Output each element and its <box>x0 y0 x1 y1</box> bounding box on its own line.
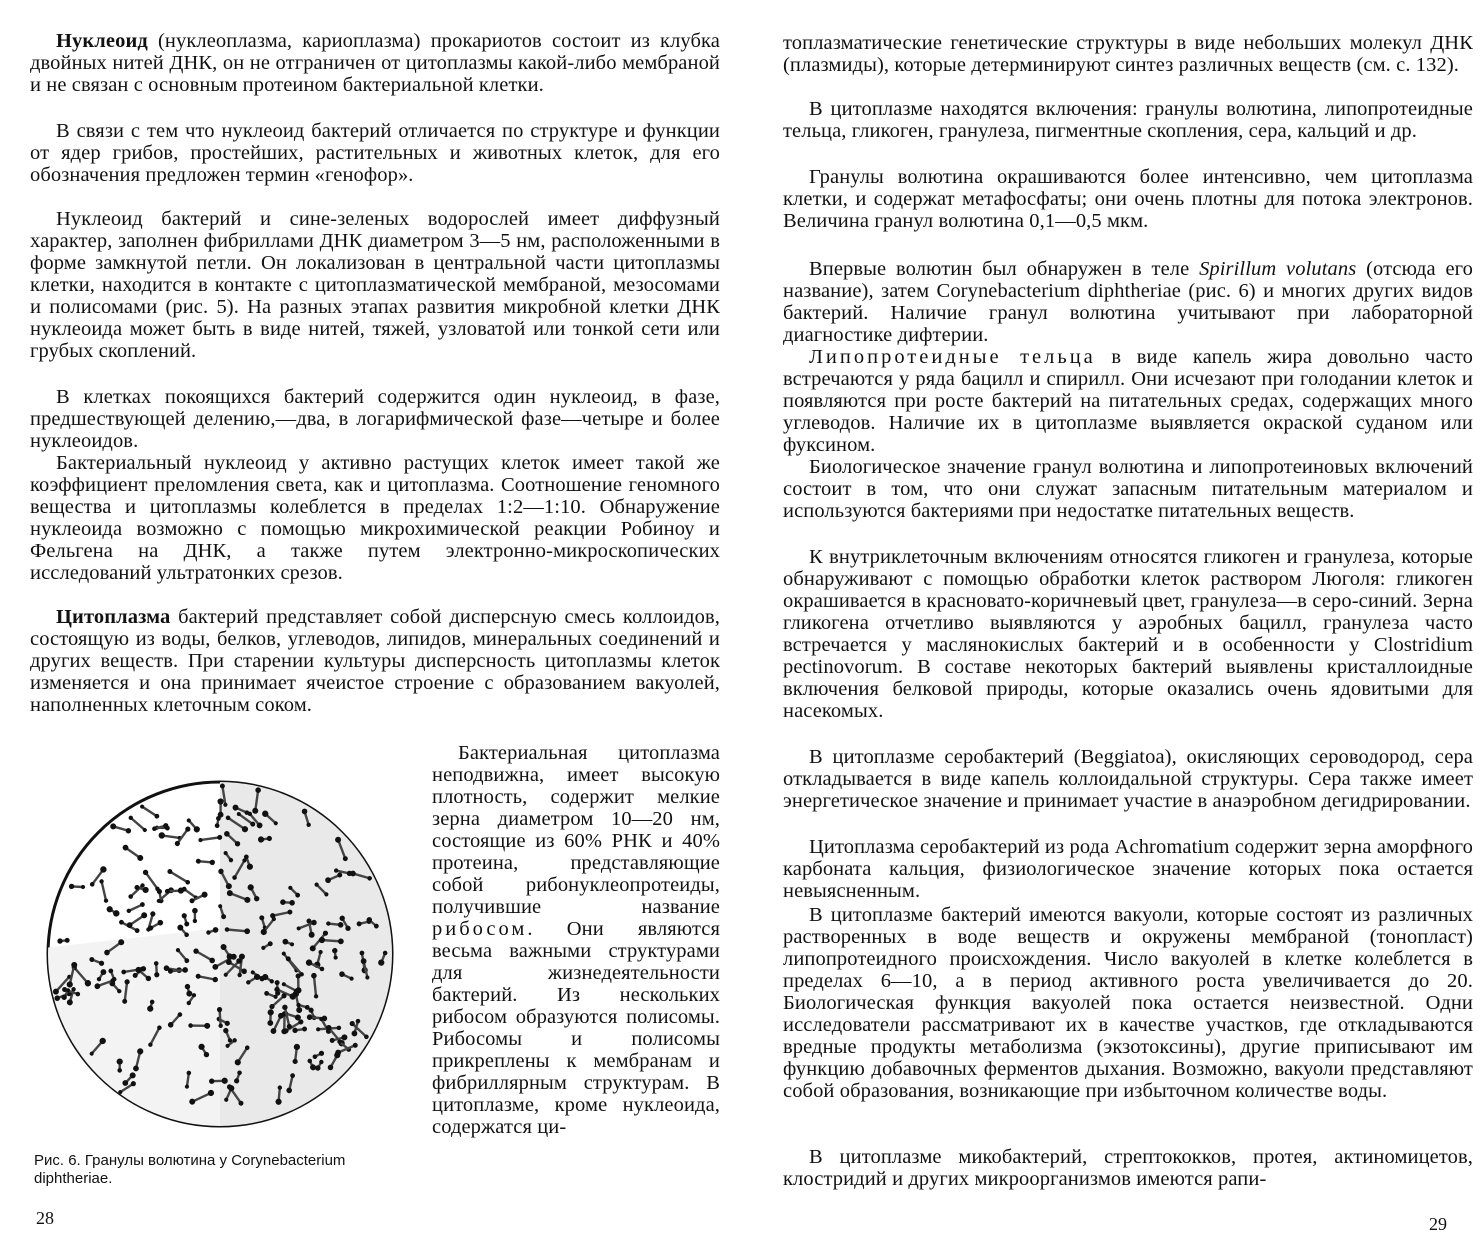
paragraph-inclusions: В цитоплазме находятся включения: гранулы волютина, липопротеидные тельца, гликоген, гранулеза, пигментные скопления, сера, кальций и др. <box>783 98 1473 142</box>
paragraph-cytoplasm: Цитоплазма бактерий представляет собой дисперсную смесь коллоидов, состоящую из воды, белков, углеводов, липидов, минеральных соединений и других веществ. При старении культуры дисперсность цитоплазмы клеток изменяется и она принимает ячеистое строение с образованием вакуолей, наполненных клеточным соком. <box>30 606 720 716</box>
paragraph-sulfur: В цитоплазме серобактерий (Beggiatoa), окисляющих сероводород, сера откладывается в виде капель коллоидальной структуры. Сера также имеет энергетическое значение и принимает участие в анаэробном дегидрировании. <box>783 746 1473 812</box>
paragraph-achromatium: Цитоплазма серобактерий из рода Achromatium содержит зерна аморфного карбоната кальция, физиологическое значение которых пока остается невыясненным. <box>783 836 1473 902</box>
term-ribosomes: рибосом <box>432 918 528 940</box>
paragraph-nucleoid-refraction: Бактериальный нуклеоид у активно растущих клеток имеет такой же коэффициент преломления света, как и цитоплазма. Соотношение геномного вещества и цитоплазмы колеблется в пределах 1:2—1:10. Обнаружение нуклеоида возможно с помощью микрохимической реакции Робиноу и Фельгена на ДНК, а также путем электронно-микроскопических исследований ультратонких срезов. <box>30 452 720 584</box>
paragraph-nucleoid: Нуклеоид (нуклеоплазма, кариоплазма) прокариотов состоит из клубка двойных нитей ДНК, он не отграничен от цитоплазмы какой-либо мембраной и не связан с основным протеином бактериальной клетки. <box>30 30 720 96</box>
paragraph-vacuoles: В цитоплазме бактерий имеются вакуоли, которые состоят из различных растворенных в воде веществ и окружены мембраной (тонопласт) липопротеидного происхождения. Число вакуолей в клетке колеблется в пределах 6—10, а в период активного роста увеличивается до 20. Биологическая функция вакуолей пока остается неизвестной. Одни исследователи рассматривают их в качестве участков, где откладываются вредные продукты метаболизма (экзотоксины), другие приписывают им функцию добавочных ферментов дыхания. Возможно, вакуоли представляют собой образования, возникающие при избыточном количестве воды. <box>783 904 1473 1102</box>
paragraph-mycobacteria: В цитоплазме микобактерий, стрептококков, протея, актиномицетов, клостридий и других микроорганизмов имеются рапи- <box>783 1146 1473 1190</box>
term-nucleoid: Нуклеоид <box>56 30 148 52</box>
paragraph-nucleoid-count: В клетках покоящихся бактерий содержится один нуклеоид, в фазе, предшествующей делению,—два, в логарифмической фазе—четыре и более нуклеоидов. <box>30 386 720 452</box>
left-page <box>0 0 741 1249</box>
page-number-right: 29 <box>1429 1214 1447 1234</box>
species-spirillum-volutans: Spirillum volutans <box>1199 258 1357 280</box>
term-cytoplasm: Цитоплазма <box>56 606 171 628</box>
paragraph-lipoprotein-bodies: Липопротеидные тельца в виде капель жира довольно часто встречаются у ряда бацилл и спирилл. Они исчезают при голодании клеток и появляются при росте бактерий на питательных средах, содержащих много углеводов. Наличие их в цитоплазме выявляется окраской суданом или фуксином. <box>783 346 1473 456</box>
paragraph-biological-significance: Биологическое значение гранул волютина и липопротеиновых включений состоит в том, что они служат запасным питательным материалом и используются бактериями при недостатке питательных веществ. <box>783 456 1473 522</box>
figure-volutin-granules <box>44 778 396 1130</box>
paragraph-volutin-discovery: Впервые волютин был обнаружен в теле Spirillum volutans (отсюда его название), затем Corynebacterium diphtheriae (рис. 6) и многих других видов бактерий. Наличие гранул волютина учитывают при лабораторной диагностике дифтерии. <box>783 258 1473 346</box>
paragraph-glycogen: К внутриклеточным включениям относятся гликоген и гранулеза, которые обнаруживают с помощью обработки клеток раствором Люголя: гликоген окрашивается в красновато-коричневый цвет, гранулеза—в серо-синий. Зерна гликогена отчетливо выявляются у аэробных бацилл, гранулеза часто встречается у маслянокислых бактерий и в особенности у Clostridium pectinovorum. В составе некоторых бактерий выявлены кристаллоидные включения белковой природы, которые оказались очень ядовитыми для насекомых. <box>783 546 1473 722</box>
page-number-left: 28 <box>36 1208 54 1228</box>
paragraph-ribosomes: Бактериальная цитоплазма неподвижна, имеет высокую плотность, содержит мелкие зерна диаметром 10—20 нм, состоящие из 60% РНК и 40% протеина, представляющие собой рибонуклеопротеиды, получившие название рибосом. Они являются весьма важными структурами для жизнедеятельности бактерий. Из нескольких рибосом образуются полисомы. Рибосомы и полисомы прикреплены к мембранам и фибриллярным структурам. В цитоплазме, кроме нуклеоида, содержатся ци- <box>432 742 720 1138</box>
paragraph-nucleoid-structure: Нуклеоид бактерий и сине-зеленых водорослей имеет диффузный характер, заполнен фибриллами ДНК диаметром 3—5 нм, расположенными в форме замкнутой петли. Он локализован в центральной части цитоплазмы клетки, находится в контакте с цитоплазматической мембраной, мезосомами и полисомами (рис. 5). На разных этапах развития микробной клетки ДНК нуклеоида может быть в виде нитей, тяжей, узловатой или тонкой сети или грубых скоплений. <box>30 208 720 362</box>
micrograph-icon <box>44 778 396 1130</box>
right-page <box>741 0 1483 1249</box>
figure-caption: Рис. 6. Гранулы волютина у Corynebacterium diphtheriae. <box>34 1152 346 1187</box>
paragraph-genophore: В связи с тем что нуклеоид бактерий отличается по структуре и функции от ядер грибов, простейших, растительных и животных клеток, для его обозначения предложен термин «генофор». <box>30 120 720 186</box>
paragraph-volutin-granules: Гранулы волютина окрашиваются более интенсивно, чем цитоплазма клетки, и содержат метафосфаты; они очень плотны для потока электронов. Величина гранул волютина 0,1—0,5 мкм. <box>783 166 1473 232</box>
term-lipoprotein-bodies: Липопротеидные тельца <box>809 346 1096 368</box>
paragraph-plasmids: топлазматические генетические структуры в виде небольших молекул ДНК (плазмиды), которые детерминируют синтез различных веществ (см. с. 132). <box>783 32 1473 76</box>
